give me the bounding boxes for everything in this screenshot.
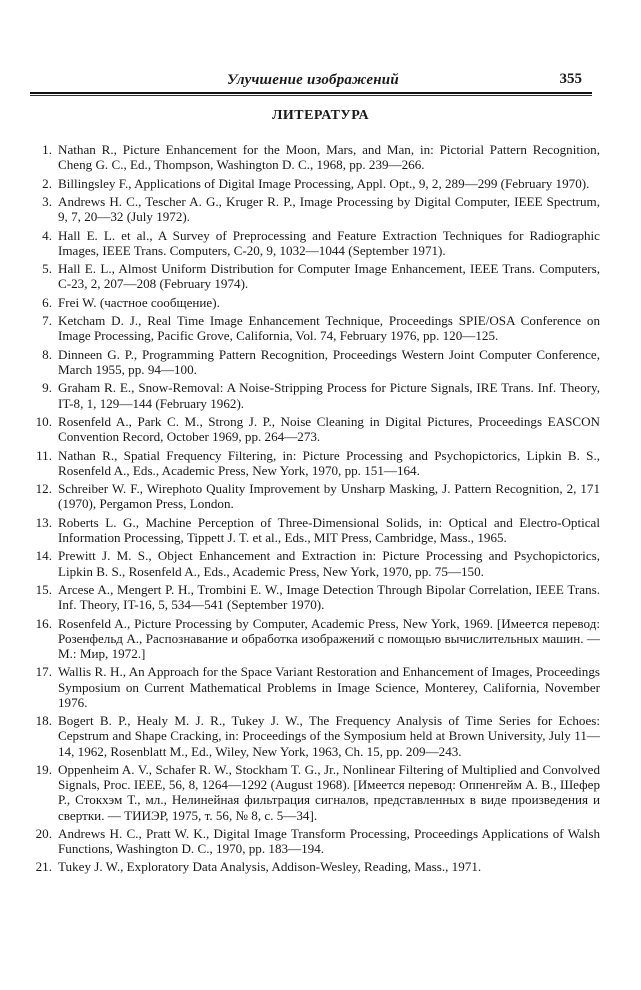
reference-text: Rosenfeld A., Picture Processing by Computer, Academic Press, New York, 1969. [Имеется перевод: Розенфельд А., Распознавание и обработка изображений с помощью вычислительных машин. — М.: Мир, 1972.] [58, 615, 600, 661]
reference-number: 11. [36, 447, 52, 463]
reference-text: Hall E. L. et al., A Survey of Preprocessing and Feature Extraction Techniques for Radiographic Images, IEEE Trans. Computers, C-20, 9, 1032—1044 (September 1971). [58, 227, 600, 258]
reference-text: Arcese A., Mengert P. H., Trombini E. W., Image Detection Through Bipolar Correlation, IEEE Trans. Inf. Theory, IT-16, 5, 534—541 (September 1970). [58, 581, 600, 613]
reference-number: 2. [42, 175, 52, 191]
reference-number: 3. [42, 193, 52, 209]
reference-number: 9. [42, 380, 52, 396]
reference-text: Roberts L. G., Machine Perception of Three-Dimensional Solids, in: Optical and Electro-Optical Information Processing, Tippett J. T. et al., Eds., MIT Press, Cambridge, Mass., 1965. [58, 514, 600, 545]
reference-item [30, 548, 600, 578]
reference-item [30, 313, 600, 343]
reference-number: 7. [42, 313, 52, 329]
reference-number: 13. [35, 514, 52, 530]
reference-item [30, 826, 600, 856]
reference-item [30, 616, 600, 662]
reference-text: Rosenfeld A., Park C. M., Strong J. P., Noise Cleaning in Digital Pictures, Proceedings EASCON Convention Record, October 1969, pp. 264—273. [58, 413, 600, 445]
header-rule [30, 92, 592, 94]
reference-item [30, 762, 600, 823]
reference-number: 1. [42, 142, 52, 157]
reference-number: 8. [42, 346, 52, 362]
reference-number: 15. [35, 581, 52, 597]
reference-list [30, 142, 600, 878]
reference-item [30, 582, 600, 612]
reference-item [30, 380, 600, 410]
reference-text: Prewitt J. M. S., Object Enhancement and Extraction in: Picture Processing and Psychopictorics, Lipkin B. S., Rosenfeld A., Eds., Academic Press, New York, 1970, pp. 75—150. [58, 548, 600, 579]
reference-item [30, 142, 600, 172]
reference-item [30, 228, 600, 258]
reference-text: Tukey J. W., Exploratory Data Analysis, Addison-Wesley, Reading, Mass., 1971. [58, 859, 482, 875]
reference-text: Billingsley F., Applications of Digital Image Processing, Appl. Opt., 9, 2, 289—299 (February 1970). [58, 175, 590, 191]
reference-text: Wallis R. H., An Approach for the Space Variant Restoration and Enhancement of Images, Proceedings Symposium on Current Mathematical Problems in Image Science, Monterey, California, November 1976. [58, 664, 600, 710]
reference-text: Nathan R., Picture Enhancement for the Moon, Mars, and Man, in: Pictorial Pattern Recognition, Cheng G. C., Ed., Thompson, Washington D. C., 1968, pp. 239—266. [58, 142, 600, 173]
reference-text: Nathan R., Spatial Frequency Filtering, in: Picture Processing and Psychopictorics, Lipkin B. S., Rosenfeld A., Eds., Academic Press, New York, 1970, pp. 151—164. [58, 447, 600, 478]
reference-item [30, 414, 600, 444]
reference-item [30, 664, 600, 710]
reference-number: 5. [42, 261, 52, 277]
reference-number: 12. [35, 481, 52, 497]
reference-number: 16. [35, 615, 52, 631]
running-title: Улучшение изображений [227, 72, 399, 88]
reference-number: 10. [35, 413, 52, 429]
page-number: 355 [559, 71, 582, 87]
reference-item [30, 481, 600, 511]
reference-item [30, 347, 600, 377]
reference-item [30, 515, 600, 545]
page-header [30, 70, 592, 92]
reference-number: 21. [35, 859, 52, 875]
reference-number: 14. [35, 548, 52, 564]
reference-number: 6. [42, 294, 52, 310]
reference-text: Schreiber W. F., Wirephoto Quality Improvement by Unsharp Masking, J. Pattern Recognition, 2, 171 (1970), Pergamon Press, London. [58, 481, 600, 512]
header-rule-thin [30, 95, 592, 96]
reference-number: 4. [42, 227, 52, 243]
reference-text: Oppenheim A. V., Schafer R. W., Stockham T. G., Jr., Nonlinear Filtering of Multiplied and Convolved Signals, Proc. IEEE, 56, 8, 1264—1292 (August 1968). [Имеется перевод: Оппенгейм А. В., Шефер Р., Стокхэм Т., мл., Нелинейная фильтрация сигналов, представленных в виде произведения и свертки. — ТИИЭР, 1975, т. 56, № 8, с. 5—34]. [58, 761, 600, 823]
reference-text: Bogert B. P., Healy M. J. R., Tukey J. W., The Frequency Analysis of Time Series for Echoes: Cepstrum and Shape Cracking, in: Proceedings of the Symposium held at Brown University, July 11—14, 1962, Rosenblatt M., Ed., Wiley, New York, 1963, Ch. 15, pp. 209—243. [58, 713, 600, 759]
reference-item [30, 261, 600, 291]
reference-item [30, 859, 600, 874]
reference-item [30, 194, 600, 224]
reference-item [30, 176, 600, 191]
reference-item [30, 448, 600, 478]
reference-text: Hall E. L., Almost Uniform Distribution for Computer Image Enhancement, IEEE Trans. Computers, C-23, 2, 207—208 (February 1974). [58, 261, 600, 292]
reference-number: 18. [35, 713, 52, 729]
reference-text: Andrews H. C., Pratt W. K., Digital Image Transform Processing, Proceedings Applications of Walsh Functions, Washington D. C., 1970, pp. 183—194. [58, 825, 600, 857]
reference-text: Frei W. (частное сообщение). [58, 294, 220, 310]
reference-text: Graham R. E., Snow-Removal: A Noise-Stripping Process for Picture Signals, IRE Trans. Inf. Theory, IT-8, 1, 129—144 (February 1962). [58, 380, 600, 411]
reference-number: 17. [35, 664, 52, 680]
section-title: ЛИТЕРАТУРА [271, 108, 370, 123]
reference-number: 20. [35, 825, 52, 841]
reference-item [30, 295, 600, 310]
reference-item [30, 713, 600, 759]
reference-text: Andrews H. C., Tescher A. G., Kruger R. P., Image Processing by Digital Computer, IEEE Spectrum, 9, 7, 20—32 (July 1972). [58, 193, 600, 225]
reference-text: Ketcham D. J., Real Time Image Enhancement Technique, Proceedings SPIE/OSA Conference on Image Processing, Pacific Grove, California, Vol. 74, February 1976, pp. 120—125. [58, 313, 600, 344]
reference-number: 19. [35, 761, 52, 777]
reference-text: Dinneen G. P., Programming Pattern Recognition, Proceedings Western Joint Computer Conference, March 1955, pp. 94—100. [58, 346, 600, 377]
